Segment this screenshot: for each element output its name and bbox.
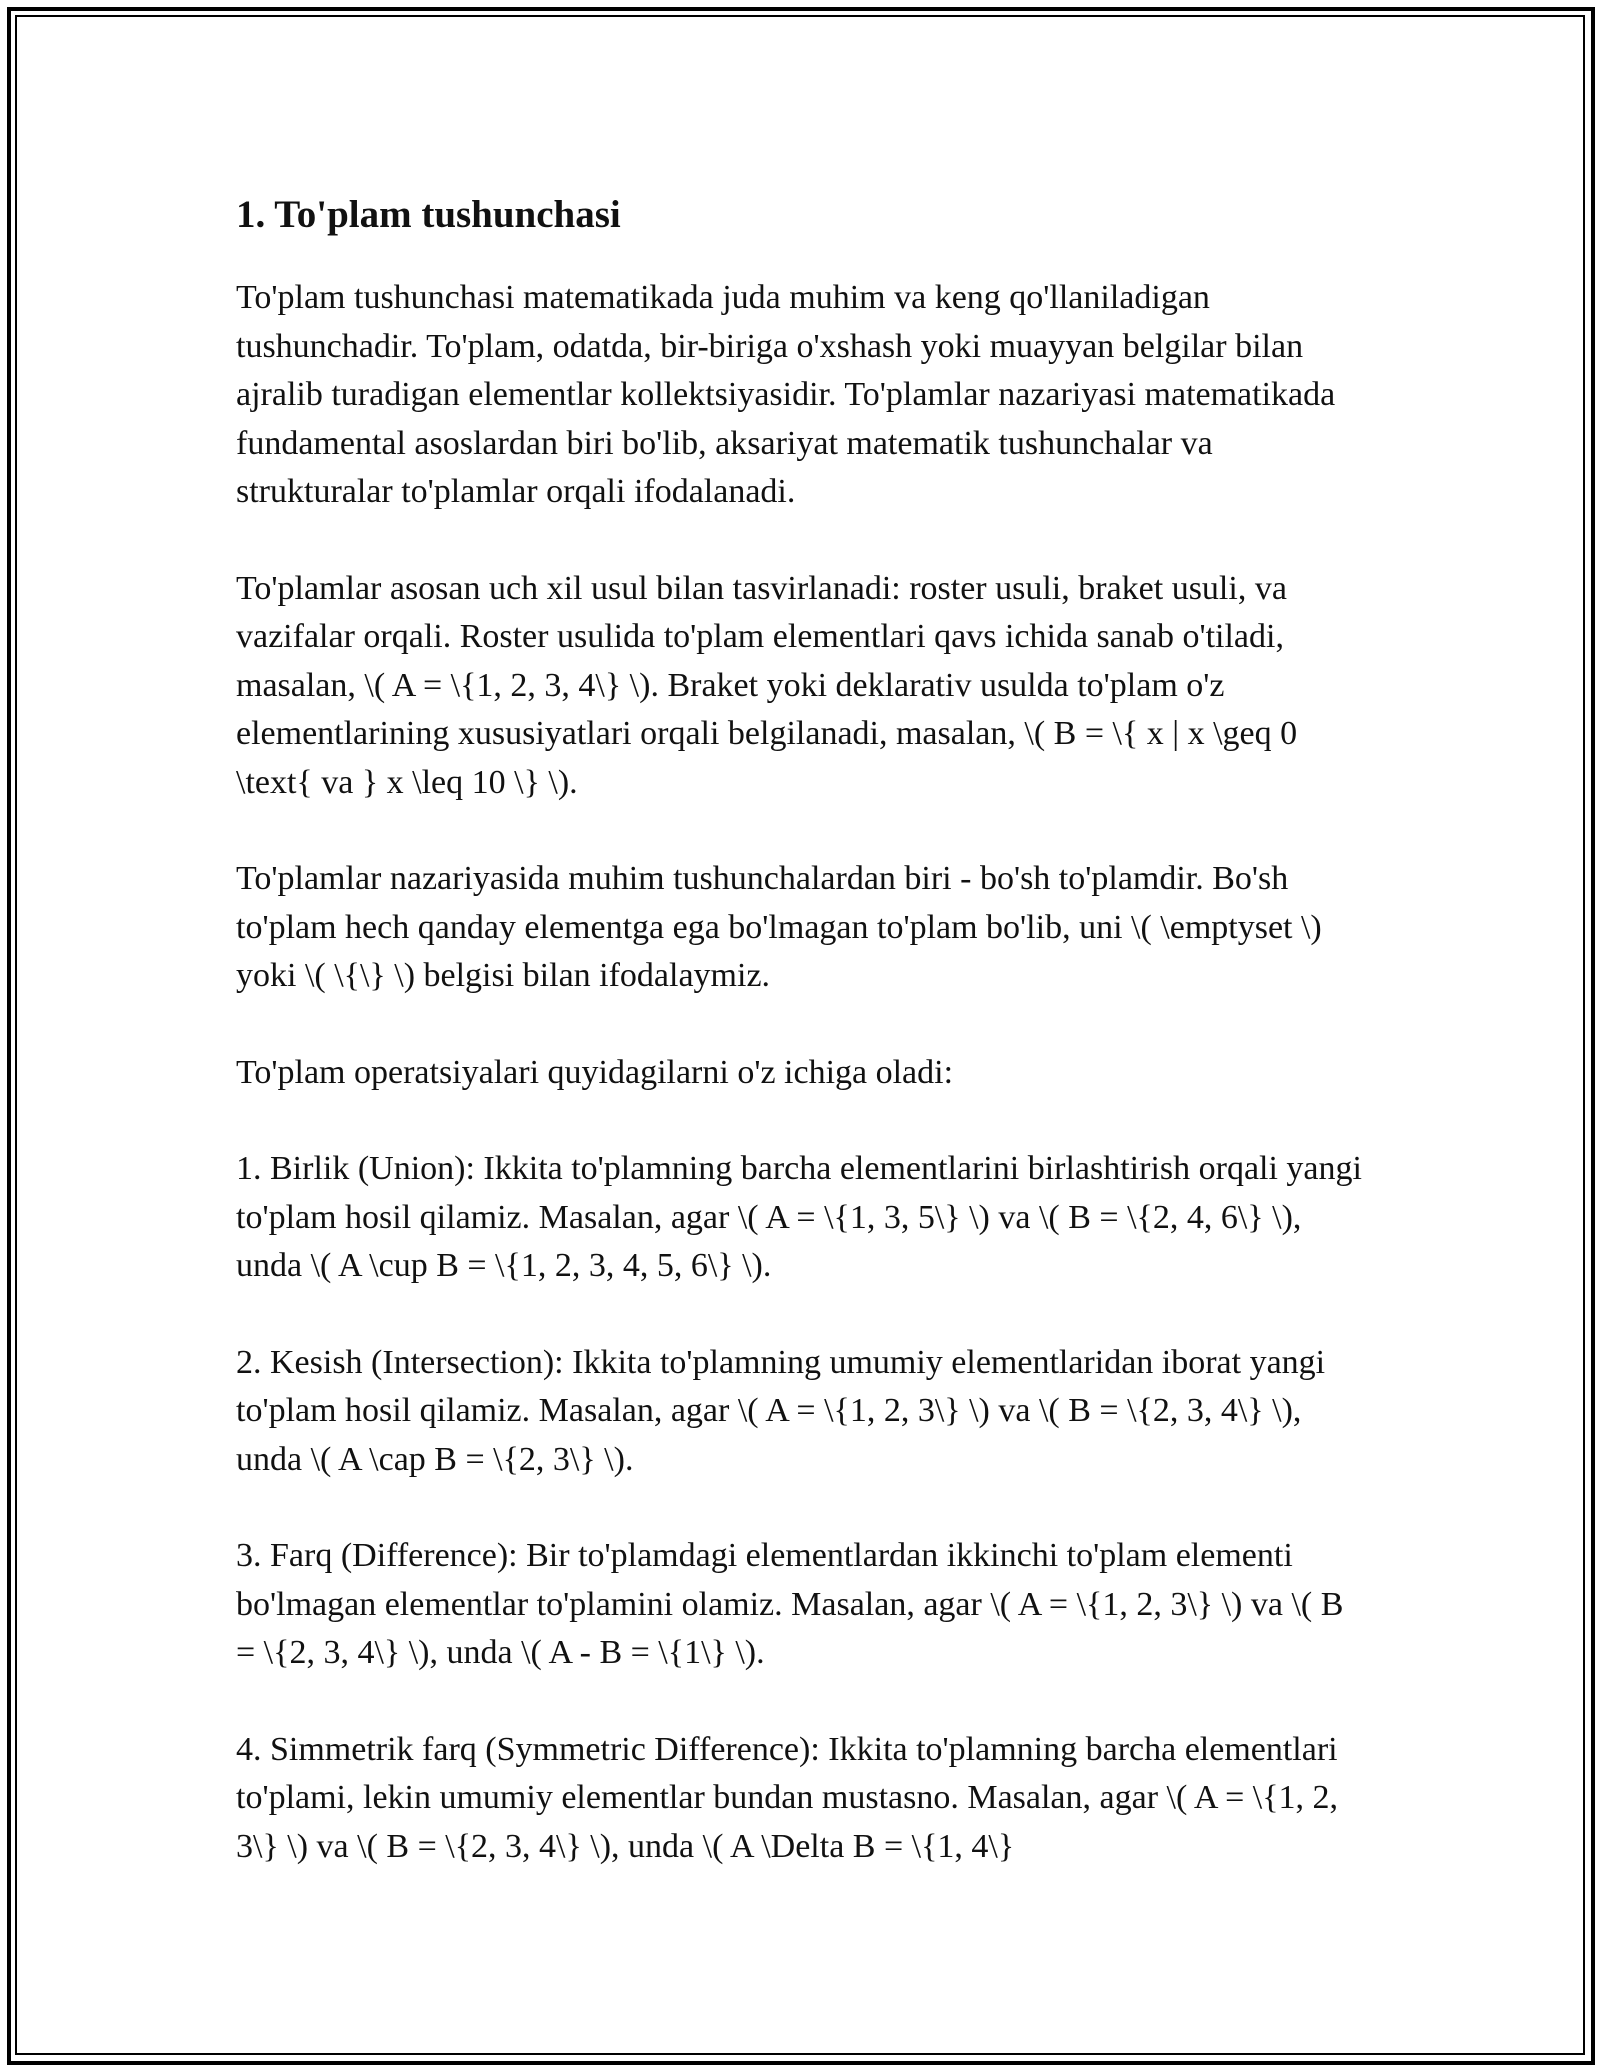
paragraph-difference: 3. Farq (Difference): Bir to'plamdagi elementlardan ikkinchi to'plam elementi bo'lmagan elementlar to'plamini olamiz. Masalan, agar \( A = \{1, 2, 3\} \) va \( B = \{2, 3, 4\} \), unda \( A - B = \{1\} \).	[236, 1537, 1344, 1671]
paragraph-empty-set: To'plamlar nazariyasida muhim tushunchalardan biri - bo'sh to'plamdir. Bo'sh to'plam hech qanday elementga ega bo'lmagan to'plam bo'lib, uni \( \emptyset \) yoki \( \{\} \) belgisi bilan ifodalaymiz.	[236, 860, 1322, 994]
paragraph-symmetric-difference: 4. Simmetrik farq (Symmetric Difference): Ikkita to'plamning barcha elementlari to'plami, lekin umumiy elementlar bundan mustasno. Masalan, agar \( A = \{1, 2, 3\} \) va \( B = \{2, 3, 4\} \), unda \( A \Delta B = \{1, 4\}	[236, 1730, 1339, 1865]
paragraph-operations-intro: To'plam operatsiyalari quyidagilarni o'z ichiga oladi:	[236, 1053, 954, 1091]
paragraph-intro: To'plam tushunchasi matematikada juda muhim va keng qo'llaniladigan tushunchadir. To'plam, odatda, bir-biriga o'xshash yoki muayyan belgilar bilan ajralib turadigan elementlar kollektsiyasidir. To'plamlar nazariyasi matematikada fundamental asoslardan biri bo'lib, aksariyat matematik tushunchalar va strukturalar to'plamlar orqali ifodalanadi.	[236, 279, 1336, 510]
document-body	[236, 186, 1366, 1919]
section-heading: 1. To'plam tushunchasi	[236, 193, 621, 236]
paragraph-union: 1. Birlik (Union): Ikkita to'plamning barcha elementlarini birlashtirish orqali yangi to'plam hosil qilamiz. Masalan, agar \( A = \{1, 3, 5\} \) va \( B = \{2, 4, 6\} \), unda \( A \cup B = \{1, 2, 3, 4, 5, 6\} \).	[236, 1150, 1362, 1284]
paragraph-intersection: 2. Kesish (Intersection): Ikkita to'plamning umumiy elementlaridan iborat yangi to'plam hosil qilamiz. Masalan, agar \( A = \{1, 2, 3\} \) va \( B = \{2, 3, 4\} \), unda \( A \cap B = \{2, 3\} \).	[236, 1343, 1326, 1478]
paragraph-description-methods: To'plamlar asosan uch xil usul bilan tasvirlanadi: roster usuli, braket usuli, va vazifalar orqali. Roster usulida to'plam elementlari qavs ichida sanab o'tiladi, masalan, \( A = \{1, 2, 3, 4\} \). Braket yoki deklarativ usulda to'plam o'z elementlarining xususiyatlari orqali belgilanadi, masalan, \( B = \{ x | x \geq 0 \text{ va } x \leq 10 \} \).	[236, 569, 1298, 801]
